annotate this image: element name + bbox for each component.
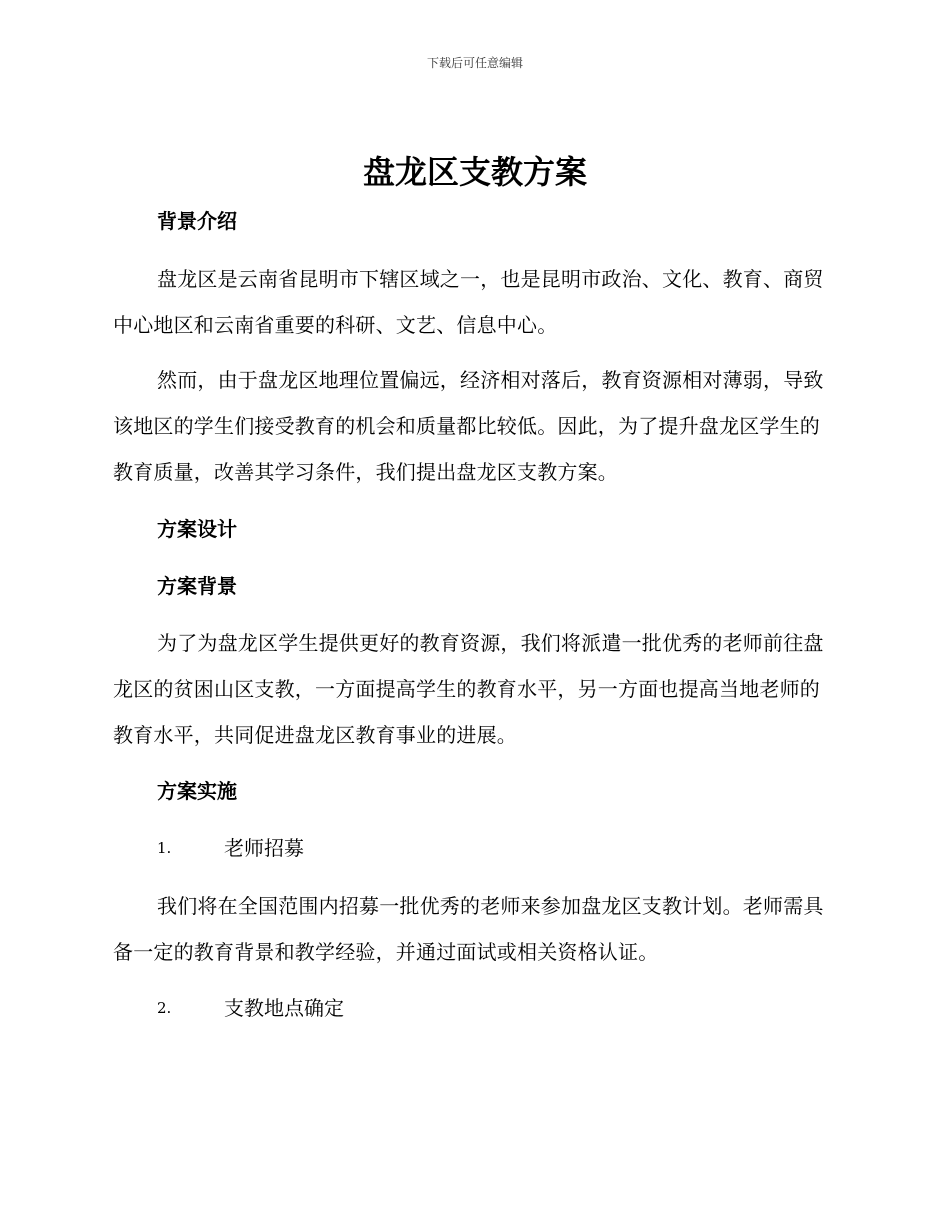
header-note: 下载后可任意编辑 — [426, 56, 523, 70]
paragraph-background-1: 盘龙区是云南省昆明市下辖区域之一，也是昆明市政治、文化、教育、商贸中心地区和云南省重要的科研、文艺、信息中心。 — [113, 267, 824, 337]
list-number: 1. — [157, 839, 172, 857]
heading-plan-background: 方案背景 — [157, 574, 237, 598]
list-item-teacher-recruitment — [113, 834, 831, 862]
list-item-location — [113, 994, 831, 1022]
heading-plan-implementation: 方案实施 — [157, 779, 237, 803]
paragraph-background-2: 然而，由于盘龙区地理位置偏远，经济相对落后，教育资源相对薄弱，导致该地区的学生们接受教育的机会和质量都比较低。因此，为了提升盘龙区学生的教育质量，改善其学习条件，我们提出盘龙区支教方案。 — [113, 368, 824, 484]
list-label: 老师招募 — [224, 836, 304, 860]
heading-plan-design: 方案设计 — [157, 517, 237, 541]
list-label: 支教地点确定 — [224, 996, 344, 1020]
paragraph-teacher-recruitment: 我们将在全国范围内招募一批优秀的老师来参加盘龙区支教计划。老师需具备一定的教育背景和教学经验，并通过面试或相关资格认证。 — [113, 894, 824, 964]
list-number: 2. — [157, 999, 172, 1017]
heading-background: 背景介绍 — [157, 209, 237, 233]
paragraph-plan-background: 为了为盘龙区学生提供更好的教育资源，我们将派遣一批优秀的老师前往盘龙区的贫困山区支教，一方面提高学生的教育水平，另一方面也提高当地老师的教育水平，共同促进盘龙区教育事业的进展。 — [113, 631, 824, 747]
document-title: 盘龙区支教方案 — [362, 153, 587, 191]
